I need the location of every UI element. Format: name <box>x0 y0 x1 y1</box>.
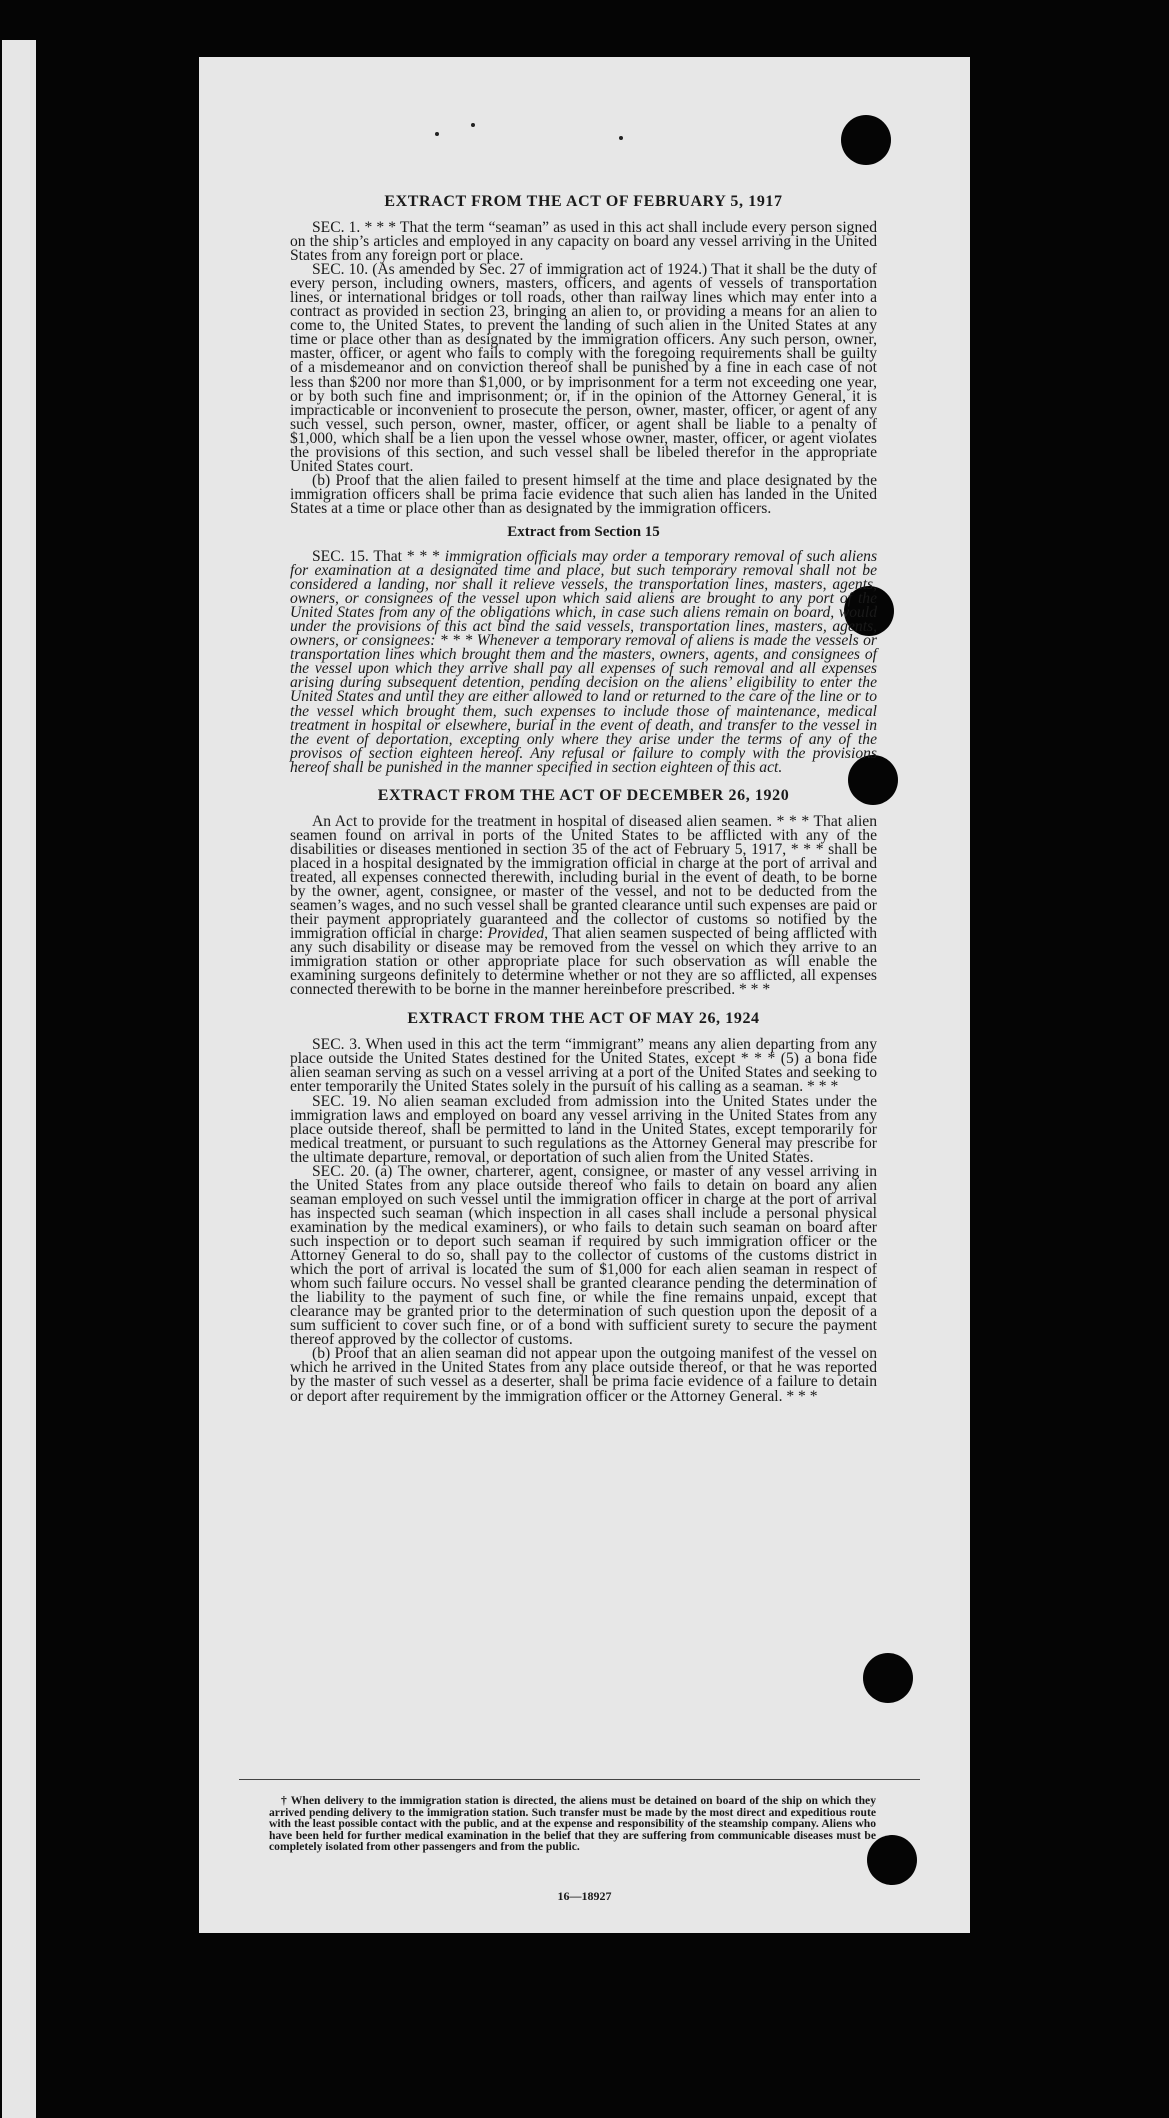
adjacent-page-edge <box>2 40 36 2118</box>
punch-hole <box>841 115 891 165</box>
section-15-text <box>290 547 878 776</box>
paper-speck <box>435 132 439 136</box>
act-1920-text <box>290 812 877 999</box>
section-10-text: SEC. 10. (As amended by Sec. 27 of immigration act of 1924.) That it shall be the duty of every person, including owners, masters, officers, and agents of vessels of transportation lines, or international bridges or toll roads, other than railway lines which may enter into a contract as provided in section 23, bringing an alien to, or providing a means for an alien to come to, the United States, to prevent the landing of such alien in the United States at any time or place other than as designated by the immigration officers. Any such person, owner, master, officer, or agent who fails to comply with the foregoing requirements shall be guilty of a misdemeanor and on conviction thereof shall be punished by a fine in each case of not less than $200 nor more than $1,000, or by imprisonment for a term not exceeding one year, or by both such fine and imprisonment; or, if in the opinion of the Attorney General, it is impracticable or inconvenient to prosecute the person, owner, master, officer, or agent of any such vessel, such person, owner, master, officer, or agent shall be liable to a penalty of $1,000, which shall be a lien upon the vessel whose owner, master, officer, or agent violates the provisions of this section, and such vessel shall be libeled therefor in the appropriate United States court. <box>290 261 877 475</box>
heading-section-15: Extract from Section 15 <box>507 523 660 540</box>
footnote <box>269 1795 876 1853</box>
heading-act-1920: EXTRACT FROM THE ACT OF DECEMBER 26, 1920 <box>377 786 790 804</box>
provided-clause: Provided, <box>487 925 549 943</box>
act-1920-text-part2: That alien seamen suspected of being afflicted with any such disability or disease may be removed from the vessel on which they arrive to an immigration station or other appropriate place for such observation as will enable the examining surgeons definitely to determine whether or not they are so afflicted, all expenses connected therewith to be borne in the manner hereinbefore prescribed. * * * <box>290 925 877 999</box>
act-1920-text-part1: An Act to provide for the treatment in hospital of diseased alien seamen. * * * That alien seamen found on arrival in ports of the United States to be afflicted with any of the disabilities or diseases mentioned in section 35 of the act of February 5, 1917, * * * shall be placed in a hospital designated by the immigration official in charge at the port of arrival and treated, all expenses connected therewith, including burial in the event of death, to be borne by the owner, agent, consignee, or master of the vessel, and not to be deducted from the seamen’s wages, and no such vessel shall be granted clearance until such expenses are paid or their payment appropriately guaranteed and the collector of customs so notified by the immigration official in charge: <box>290 812 877 943</box>
section-19-text: SEC. 19. No alien seaman excluded from admission into the United States under the immigration laws and employed on board any vessel arriving in the United States from any place outside thereof, shall be permitted to land in the United States, except temporarily for medical treatment, or pursuant to such regulations as the Attorney General may prescribe for the ultimate departure, removal, or deportation of such alien from the United States. <box>290 1092 877 1166</box>
section-15-lead: SEC. 15. That * * * <box>312 547 440 565</box>
section-20a-text: SEC. 20. (a) The owner, charterer, agent, consignee, or master of any vessel arriving in the United States from any place outside thereof who fails to detain on board any alien seaman employed on such vessel until the immigration officer in charge at the port of arrival has inspected such seaman (which inspection in all cases shall include a personal physical examination by the medical examiners), or who fails to detain such seaman on board after such inspection or to deport such seaman if required by such immigration officer or the Attorney General to do so, shall pay to the collector of customs of the customs district in which the port of arrival is located the sum of $1,000 for each alien seaman in respect of whom such failure occurs. No vessel shall be granted clearance pending the determination of the liability to the payment of such fine, or while the fine remains unpaid, except that clearance may be granted prior to the determination of such question upon the deposit of a sum sufficient to cover such fine, or of a bond with sufficient surety to secure the payment thereof approved by the collector of customs. <box>290 1162 877 1349</box>
section-10b-text: (b) Proof that the alien failed to present himself at the time and place designated by the immigration officers shall be prima facie evidence that such alien has landed in the United States at a time or place other than as designated by the immigration officers. <box>290 471 877 517</box>
section-1-text: SEC. 1. * * * That the term “seaman” as used in this act shall include every person signed on the ship’s articles and employed in any capacity on board any vessel arriving in the United States from any foreign port or place. <box>290 219 877 265</box>
document-body <box>290 194 877 1404</box>
paper-speck <box>619 136 623 140</box>
section-3-text: SEC. 3. When used in this act the term “immigrant” means any alien departing from any place outside the United States destined for the United States, except * * * (5) a bona fide alien seaman serving as such on a vessel arriving at a port of the United States and seeking to enter temporarily the United States solely in the pursuit of his calling as a seaman. * * * <box>290 1036 877 1096</box>
footnote-divider <box>239 1779 920 1780</box>
footnote-text: † When delivery to the immigration station is directed, the aliens must be detained on board of the ship on which they arrived pending delivery to the immigration station. Such transfer must be made by the most direct and expeditious route with the least possible contact with the public, and at the expense and responsibility of the steamship company. Aliens who have been held for further medical examination in the belief that they are suffering from communicable diseases must be completely isolated from other passengers and from the public. <box>269 1794 876 1854</box>
form-number: 16—18927 <box>557 1889 612 1903</box>
section-15-italic-text: immigration officials may order a temporary removal of such aliens for examination at a designated time and place, but such temporary removal shall not be considered a landing, nor shall it relieve vessels, the transportation lines, masters, agents, owners, or consignees of the vessel upon which said aliens are brought to any port of the United States from any of the obligations which, in case such aliens remain on board, would under the provisions of this act bind the said vessels, transportation lines, masters, agents, owners, or consignees: * * * Whenever a temporary removal of aliens is made the vessels or transportation lines which brought them and the masters, owners, agents, and consignees of the vessel upon which they arrive shall pay all expenses of such removal and all expenses arising during subsequent detention, pending decision on the aliens’ eligibility to enter the United States and until they are either allowed to land or returned to the care of the line or to the vessel which brought them, such expenses to include those of maintenance, medical treatment in hospital or elsewhere, burial in the event of death, and transfer to the vessel in the event of deportation, excepting only where they arise under the terms of any of the provisos of section eighteen hereof. Any refusal or failure to comply with the provisions hereof shall be punished in the manner specified in section eighteen of this act. <box>290 547 878 776</box>
punch-hole <box>863 1653 913 1703</box>
section-20b-text: (b) Proof that an alien seaman did not appear upon the outgoing manifest of the vessel on which he arrived in the United States from any place outside thereof, or that he was reported by the master of such vessel as a deserter, shall be prima facie evidence of a failure to detain or deport after requirement by the immigration officer or the Attorney General. * * * <box>290 1345 877 1405</box>
paper-speck <box>471 123 475 127</box>
heading-act-1924: EXTRACT FROM THE ACT OF MAY 26, 1924 <box>407 1010 760 1028</box>
document-page <box>199 57 970 1933</box>
heading-act-1917: EXTRACT FROM THE ACT OF FEBRUARY 5, 1917 <box>384 193 783 210</box>
